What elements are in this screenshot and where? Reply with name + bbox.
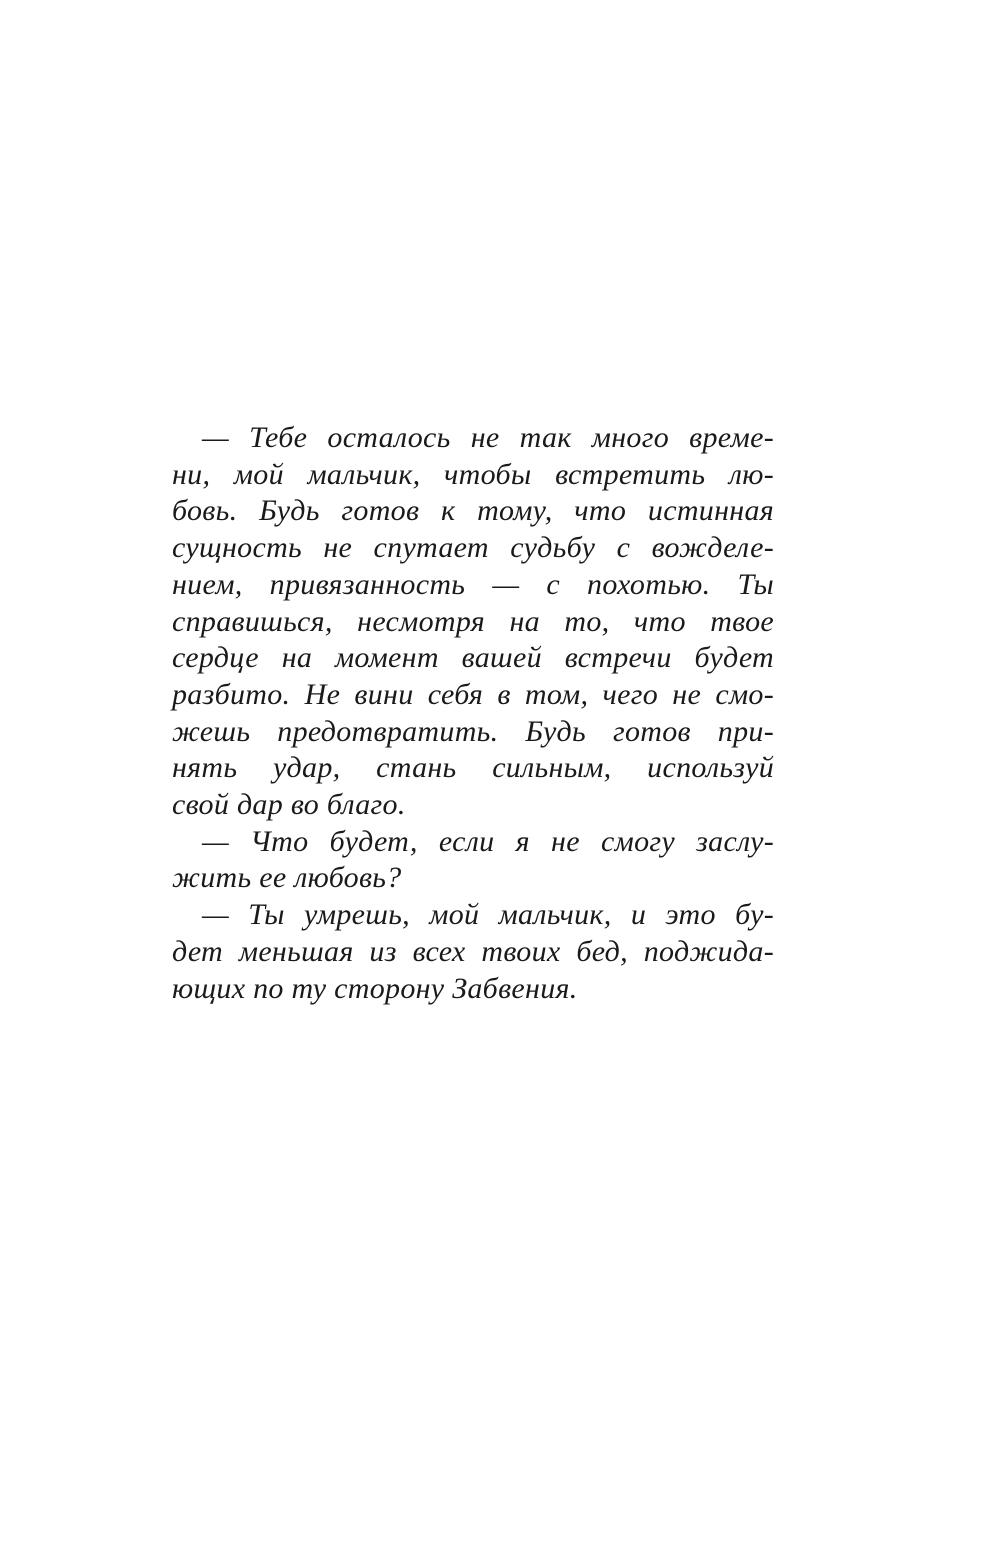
text-line: нием, привязанность — с похотью. Ты: [172, 567, 774, 601]
text-line: сущность не спутает судьбу с вожделе-: [172, 531, 774, 565]
text-line: справишься, несмотря на то, что твое: [172, 604, 774, 638]
text-line: ющих по ту сторону Забвения.: [172, 971, 578, 1005]
text-line: свой дар во благо.: [172, 788, 406, 822]
text-line: сердце на момент вашей встречи будет: [172, 641, 774, 675]
text-line: — Что будет, если я не смогу заслу-: [202, 824, 774, 858]
text-line: ни, мой мальчик, чтобы встретить лю-: [172, 457, 774, 491]
text-line: — Тебе осталось не так много време-: [202, 421, 774, 454]
text-line: бовь. Будь готов к тому, что истинная: [172, 494, 774, 528]
text-line: дет меньшая из всех твоих бед, поджида-: [172, 934, 774, 968]
text-line: нять удар, стань сильным, используй: [172, 751, 774, 785]
page-body-text: [172, 420, 774, 1007]
text-line: разбито. Не вини себя в том, чего не смо-: [172, 677, 774, 711]
text-line: жешь предотвратить. Будь готов при-: [172, 714, 774, 748]
text-line: — Ты умрешь, мой мальчик, и это бу-: [202, 898, 774, 932]
text-line: жить ее любовь?: [172, 861, 402, 895]
